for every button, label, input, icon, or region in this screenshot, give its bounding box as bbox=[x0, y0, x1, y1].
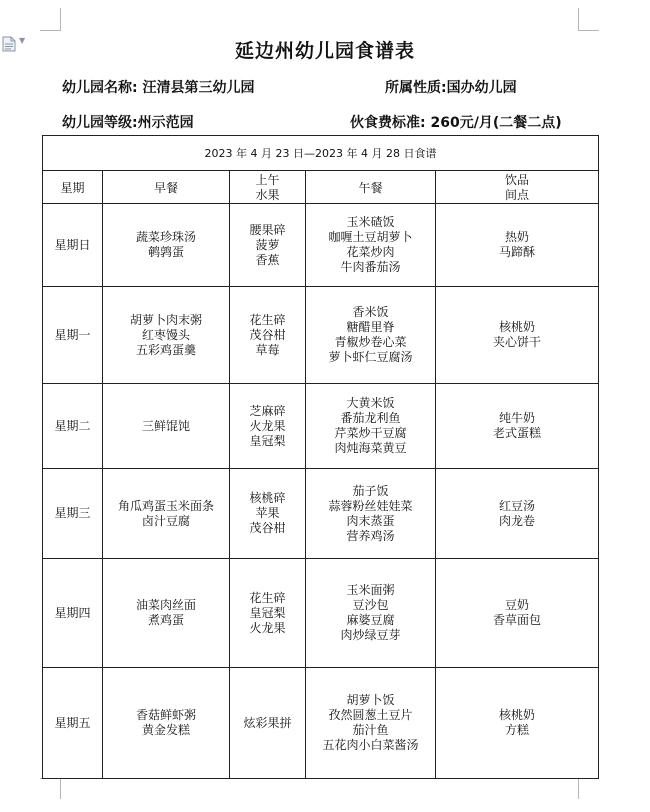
breakfast-cell bbox=[103, 469, 230, 559]
table-row bbox=[43, 559, 599, 668]
lunch-item: 芹菜炒干豆腐 bbox=[334, 426, 407, 440]
breakfast-item: 卤汁豆腐 bbox=[141, 513, 190, 528]
lunch-item: 胡萝卜饭 bbox=[346, 693, 395, 707]
breakfast-item: 蔬菜珍珠汤 bbox=[135, 230, 196, 244]
lunch-item: 孜然圆葱土豆片 bbox=[328, 708, 413, 722]
lunch-item: 蒜蓉粉丝娃娃菜 bbox=[328, 498, 413, 513]
breakfast-item: 鹌鹑蛋 bbox=[147, 245, 184, 259]
page-corner-mark bbox=[578, 778, 599, 799]
breakfast-item: 香菇鲜虾粥 bbox=[135, 708, 196, 722]
menu-table bbox=[42, 135, 599, 779]
breakfast-item: 五彩鸡蛋羹 bbox=[135, 342, 196, 357]
fruit-item: 腰果碎 bbox=[249, 222, 286, 237]
drink-item: 夹心饼干 bbox=[493, 335, 542, 349]
fruit-item: 核桃碎 bbox=[249, 491, 286, 505]
fruit-item: 菠萝 bbox=[255, 237, 280, 252]
lunch-item: 茄子饭 bbox=[352, 483, 389, 498]
drink-item: 香草面包 bbox=[493, 613, 542, 627]
menu-date-range: 2023 年 4 月 23 日—2023 年 4 月 28 日食谱 bbox=[43, 136, 599, 171]
lunch-cell bbox=[306, 559, 436, 668]
chevron-down-icon[interactable]: ▼ bbox=[19, 36, 26, 45]
kindergarten-name-label: 幼儿园名称: bbox=[62, 80, 138, 96]
meal-fee-standard bbox=[350, 112, 562, 132]
lunch-item: 玉米碴饭 bbox=[346, 215, 395, 229]
fruit-item: 皇冠梨 bbox=[249, 605, 286, 620]
fruit-item: 茂谷柑 bbox=[249, 327, 286, 342]
breakfast-cell bbox=[103, 384, 230, 469]
drink-item: 热奶 bbox=[505, 230, 530, 244]
breakfast-cell bbox=[103, 668, 230, 779]
fruit-cell bbox=[230, 287, 306, 384]
breakfast-cell bbox=[103, 204, 230, 287]
fruit-item: 茂谷柑 bbox=[249, 521, 286, 535]
breakfast-cell bbox=[103, 559, 230, 668]
table-row bbox=[43, 287, 599, 384]
fruit-item: 皇冠梨 bbox=[249, 433, 286, 448]
day-cell: 星期日 bbox=[43, 204, 103, 287]
fruit-item: 花生碎 bbox=[249, 312, 286, 327]
drink-cell bbox=[436, 204, 599, 287]
fruit-item: 芝麻碎 bbox=[249, 403, 286, 418]
page-corner-mark bbox=[578, 8, 599, 31]
lunch-cell bbox=[306, 204, 436, 287]
header-fruit: 上午 水果 bbox=[230, 171, 306, 204]
lunch-item: 豆沙包 bbox=[352, 598, 389, 612]
page-title: 延边州幼儿园食谱表 bbox=[234, 40, 415, 62]
lunch-item: 咖喱土豆胡萝卜 bbox=[328, 230, 413, 244]
fruit-item: 苹果 bbox=[255, 506, 280, 520]
table-row bbox=[43, 469, 599, 559]
ownership-type-label: 所属性质: bbox=[385, 80, 447, 96]
lunch-item: 香米饭 bbox=[352, 305, 389, 319]
drink-item: 红豆汤 bbox=[499, 498, 536, 513]
lunch-item: 麻婆豆腐 bbox=[346, 613, 395, 627]
lunch-item: 大黄米饭 bbox=[346, 396, 395, 410]
breakfast-cell bbox=[103, 287, 230, 384]
day-cell: 星期三 bbox=[43, 469, 103, 559]
drink-cell bbox=[436, 384, 599, 469]
page-corner-mark bbox=[40, 8, 61, 31]
fruit-cell bbox=[230, 559, 306, 668]
lunch-cell bbox=[306, 469, 436, 559]
lunch-cell bbox=[306, 668, 436, 779]
lunch-item: 青椒炒卷心菜 bbox=[334, 335, 407, 349]
breakfast-item: 煮鸡蛋 bbox=[147, 613, 184, 627]
drink-item: 核桃奶 bbox=[499, 320, 536, 334]
kindergarten-level bbox=[62, 112, 194, 132]
fruit-item: 火龙果 bbox=[249, 418, 286, 433]
drink-item: 肉龙卷 bbox=[499, 513, 536, 528]
kindergarten-level-value: 州示范园 bbox=[137, 115, 194, 131]
ownership-type-value: 国办幼儿园 bbox=[446, 80, 517, 96]
lunch-item: 萝卜虾仁豆腐汤 bbox=[328, 350, 413, 364]
breakfast-item: 油菜肉丝面 bbox=[135, 598, 196, 612]
breakfast-item: 三鲜馄饨 bbox=[141, 418, 190, 433]
fruit-item: 香蕉 bbox=[255, 252, 280, 267]
breakfast-item: 胡萝卜肉末粥 bbox=[129, 312, 202, 327]
lunch-item: 肉末蒸蛋 bbox=[346, 513, 395, 528]
header-lunch: 午餐 bbox=[306, 171, 436, 204]
fruit-cell bbox=[230, 204, 306, 287]
lunch-item: 茄汁鱼 bbox=[352, 723, 389, 737]
day-cell: 星期五 bbox=[43, 668, 103, 779]
lunch-item: 肉炖海菜黄豆 bbox=[334, 441, 407, 455]
fruit-cell bbox=[230, 469, 306, 559]
page-corner-mark bbox=[40, 778, 61, 799]
table-row bbox=[43, 384, 599, 469]
lunch-item: 糖醋里脊 bbox=[346, 320, 395, 334]
drink-cell bbox=[436, 559, 599, 668]
day-cell: 星期四 bbox=[43, 559, 103, 668]
fruit-item: 炫彩果拼 bbox=[243, 715, 292, 730]
lunch-cell bbox=[306, 384, 436, 469]
breakfast-item: 角瓜鸡蛋玉米面条 bbox=[117, 498, 214, 513]
day-cell: 星期一 bbox=[43, 287, 103, 384]
lunch-item: 番茄龙利鱼 bbox=[340, 411, 401, 425]
day-cell: 星期二 bbox=[43, 384, 103, 469]
ownership-type bbox=[385, 77, 517, 97]
drink-item: 核桃奶 bbox=[499, 708, 536, 722]
lunch-item: 五花肉小白菜酱汤 bbox=[322, 738, 419, 752]
table-header-row bbox=[43, 171, 599, 204]
table-row bbox=[43, 204, 599, 287]
drink-item: 方糕 bbox=[505, 723, 530, 737]
lunch-item: 肉炒绿豆芽 bbox=[340, 628, 401, 642]
kindergarten-level-label: 幼儿园等级: bbox=[62, 115, 138, 131]
table-row bbox=[43, 668, 599, 779]
breakfast-item: 红枣馒头 bbox=[141, 327, 190, 342]
fruit-item: 火龙果 bbox=[249, 620, 286, 635]
drink-cell bbox=[436, 668, 599, 779]
lunch-item: 营养鸡汤 bbox=[346, 528, 395, 543]
fruit-item: 花生碎 bbox=[249, 590, 286, 605]
kindergarten-name bbox=[62, 77, 254, 97]
header-day: 星期 bbox=[43, 171, 103, 204]
fruit-item: 草莓 bbox=[255, 342, 280, 357]
drink-item: 老式蛋糕 bbox=[493, 426, 542, 440]
meal-fee-label: 伙食费标准: bbox=[350, 115, 426, 131]
lunch-item: 玉米面粥 bbox=[346, 583, 395, 597]
header-drink: 饮品 间点 bbox=[436, 171, 599, 204]
header-breakfast: 早餐 bbox=[103, 171, 230, 204]
fruit-cell bbox=[230, 384, 306, 469]
drink-item: 豆奶 bbox=[505, 598, 530, 612]
drink-item: 纯牛奶 bbox=[499, 411, 536, 425]
breakfast-item: 黄金发糕 bbox=[141, 723, 190, 737]
fruit-cell bbox=[230, 668, 306, 779]
meal-fee-value: 260元/月(二餐二点) bbox=[430, 115, 562, 131]
kindergarten-name-value: 汪清县第三幼儿园 bbox=[142, 80, 255, 96]
drink-cell bbox=[436, 469, 599, 559]
lunch-cell bbox=[306, 287, 436, 384]
drink-cell bbox=[436, 287, 599, 384]
drink-item: 马蹄酥 bbox=[499, 245, 536, 259]
lunch-item: 花菜炒肉 bbox=[346, 245, 395, 259]
lunch-item: 牛肉番茄汤 bbox=[340, 260, 401, 274]
